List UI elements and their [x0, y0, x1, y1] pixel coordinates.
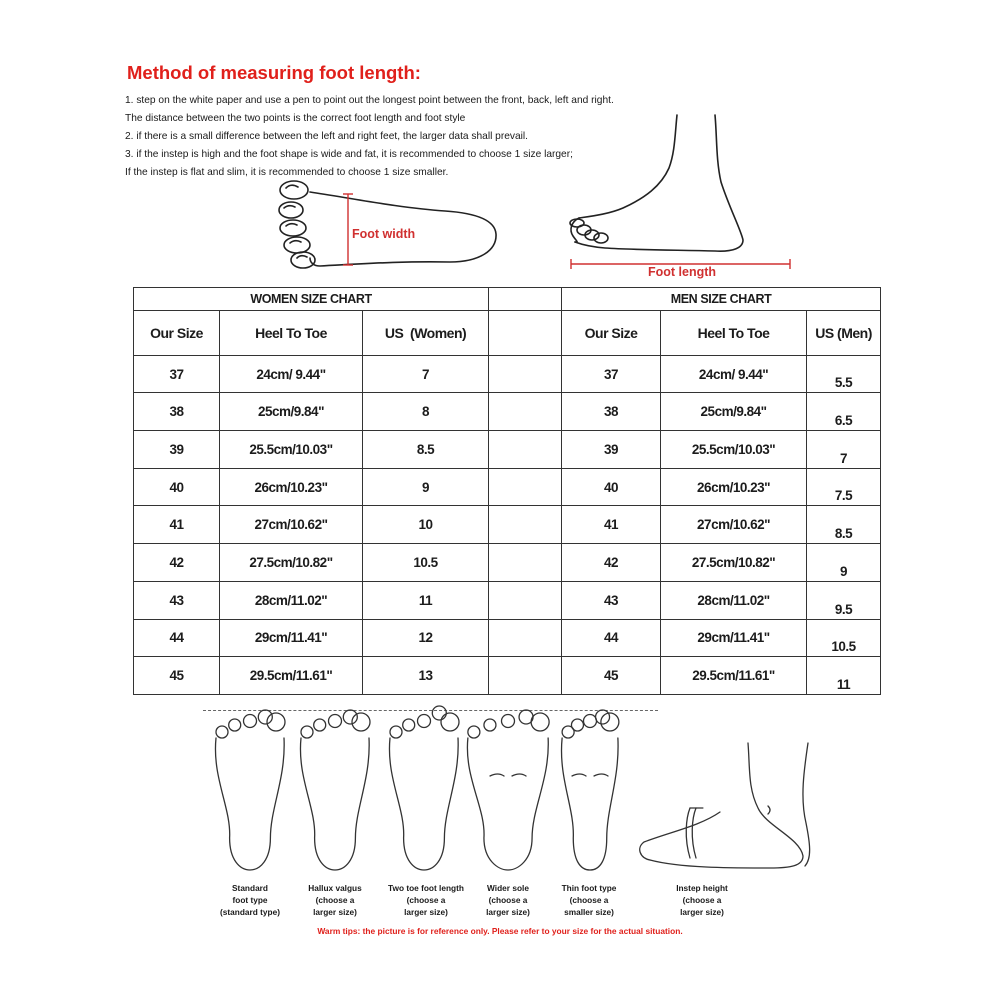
men-size-cell: 39 — [562, 431, 661, 469]
women-us-size-cell: 11 — [363, 581, 489, 619]
women-us-size-cell: 7 — [363, 355, 489, 393]
foot-type-label-line: (choose a — [315, 895, 355, 905]
foot-type-label-line: Hallux valgus — [308, 883, 362, 893]
foot-type-label-line: (standard type) — [220, 907, 280, 917]
foot-type-label-line: Instep height — [676, 883, 728, 893]
men-us-size-cell: 5.5 — [807, 355, 881, 393]
women-size-cell: 42 — [134, 544, 220, 582]
table-spacer — [489, 506, 562, 544]
men-heel-to-toe-cell: 27cm/10.62" — [661, 506, 807, 544]
women-size-cell: 41 — [134, 506, 220, 544]
table-spacer — [489, 657, 562, 695]
foot-sole-drawing — [467, 710, 549, 870]
men-chart-title: MEN SIZE CHART — [562, 288, 881, 311]
men-us-size-cell: 7.5 — [807, 468, 881, 506]
women-us-size-cell: 13 — [363, 657, 489, 695]
men-heel-to-toe-cell: 25.5cm/10.03" — [661, 431, 807, 469]
men-size-cell: 40 — [562, 468, 661, 506]
table-row — [134, 619, 881, 657]
women-heel-to-toe-cell: 25cm/9.84" — [220, 393, 363, 431]
women-us-size-cell: 8 — [363, 393, 489, 431]
foot-type-label-line: Thin foot type — [561, 883, 617, 893]
men-size-cell: 42 — [562, 544, 661, 582]
men-size-cell: 44 — [562, 619, 661, 657]
foot-type-label-line: (choose a — [406, 895, 446, 905]
foot-sole-drawing — [300, 710, 370, 870]
men-size-cell: 38 — [562, 393, 661, 431]
women-heel-to-toe-cell: 25.5cm/10.03" — [220, 431, 363, 469]
women-heel-to-toe-cell: 27cm/10.62" — [220, 506, 363, 544]
women-size-cell: 43 — [134, 581, 220, 619]
table-row — [134, 468, 881, 506]
foot-type-label — [285, 882, 385, 918]
men-size-cell: 43 — [562, 581, 661, 619]
table-row — [134, 544, 881, 582]
men-size-cell: 45 — [562, 657, 661, 695]
men-us-size-cell: 11 — [807, 657, 881, 695]
column-header: Heel To Toe — [220, 311, 363, 355]
foot-type-label — [652, 882, 752, 918]
men-us-size-cell: 8.5 — [807, 506, 881, 544]
women-size-cell: 37 — [134, 355, 220, 393]
men-us-size-cell: 10.5 — [807, 619, 881, 657]
warm-tips: Warm tips: the picture is for reference only. Please refer to your size for the actual situation. — [317, 926, 683, 936]
table-spacer — [489, 355, 562, 393]
men-size-cell: 37 — [562, 355, 661, 393]
chart-title-row — [134, 288, 881, 311]
page-title: Method of measuring foot length: — [127, 62, 421, 83]
foot-type-label — [539, 882, 639, 918]
women-heel-to-toe-cell: 26cm/10.23" — [220, 468, 363, 506]
foot-type-label-line: Standard — [232, 883, 268, 893]
men-heel-to-toe-cell: 26cm/10.23" — [661, 468, 807, 506]
foot-width-label: Foot width — [352, 227, 416, 241]
foot-sole-drawing — [215, 710, 285, 870]
women-us-size-cell: 9 — [363, 468, 489, 506]
foot-type-label-line: larger size) — [680, 907, 724, 917]
table-spacer — [489, 468, 562, 506]
table-row — [134, 506, 881, 544]
women-chart-title: WOMEN SIZE CHART — [134, 288, 489, 311]
women-size-cell: 45 — [134, 657, 220, 695]
men-heel-to-toe-cell: 27.5cm/10.82" — [661, 544, 807, 582]
women-size-cell: 44 — [134, 619, 220, 657]
men-size-cell: 41 — [562, 506, 661, 544]
instruction-line: The distance between the two points is the correct foot length and foot style — [125, 113, 466, 124]
instruction-line: 2. if there is a small difference between the left and right feet, the larger data shall prevail. — [125, 131, 529, 142]
foot-length-illustration — [565, 112, 795, 274]
table-spacer — [489, 544, 562, 582]
women-size-cell: 38 — [134, 393, 220, 431]
women-heel-to-toe-cell: 29.5cm/11.61" — [220, 657, 363, 695]
men-heel-to-toe-cell: 29cm/11.41" — [661, 619, 807, 657]
men-us-size-cell: 9.5 — [807, 581, 881, 619]
instruction-line: 1. step on the white paper and use a pen to point out the longest point between the front, back, left and right. — [125, 95, 614, 106]
foot-sole-drawing — [389, 706, 459, 870]
size-chart-table — [133, 287, 881, 695]
foot-type-label-line: smaller size) — [564, 907, 614, 917]
table-spacer — [489, 393, 562, 431]
column-header: Our Size — [134, 311, 220, 355]
table-row — [134, 393, 881, 431]
men-us-size-cell: 7 — [807, 431, 881, 469]
women-size-cell: 39 — [134, 431, 220, 469]
women-us-size-cell: 10.5 — [363, 544, 489, 582]
foot-type-label-line: (choose a — [569, 895, 609, 905]
men-heel-to-toe-cell: 25cm/9.84" — [661, 393, 807, 431]
foot-type-label-line: (choose a — [488, 895, 528, 905]
column-header: Heel To Toe — [661, 311, 807, 355]
foot-types-illustration — [200, 708, 820, 878]
table-spacer — [489, 288, 562, 311]
table-spacer — [489, 581, 562, 619]
foot-length-label: Foot length — [648, 265, 717, 279]
column-header: US (Men) — [807, 311, 881, 355]
men-heel-to-toe-cell: 29.5cm/11.61" — [661, 657, 807, 695]
table-row — [134, 581, 881, 619]
women-heel-to-toe-cell: 27.5cm/10.82" — [220, 544, 363, 582]
table-row — [134, 657, 881, 695]
men-heel-to-toe-cell: 28cm/11.02" — [661, 581, 807, 619]
foot-type-label-line: foot type — [232, 895, 268, 905]
foot-width-illustration — [270, 178, 502, 273]
women-heel-to-toe-cell: 24cm/ 9.44" — [220, 355, 363, 393]
instruction-line: 3. if the instep is high and the foot shape is wide and fat, it is recommended to choose 1 size larger; — [125, 149, 573, 160]
men-us-size-cell: 9 — [807, 544, 881, 582]
foot-sole-drawing — [561, 710, 618, 870]
women-size-cell: 40 — [134, 468, 220, 506]
column-header: US (Women) — [363, 311, 489, 355]
men-us-size-cell: 6.5 — [807, 393, 881, 431]
women-us-size-cell: 8.5 — [363, 431, 489, 469]
size-chart-body — [134, 355, 881, 694]
women-heel-to-toe-cell: 29cm/11.41" — [220, 619, 363, 657]
table-spacer — [489, 311, 562, 355]
men-heel-to-toe-cell: 24cm/ 9.44" — [661, 355, 807, 393]
women-us-size-cell: 12 — [363, 619, 489, 657]
instruction-line: If the instep is flat and slim, it is recommended to choose 1 size smaller. — [125, 167, 449, 178]
foot-type-label-line: Two toe foot length — [388, 883, 464, 893]
foot-type-label-line: larger size) — [404, 907, 448, 917]
foot-type-label-line: (choose a — [682, 895, 722, 905]
table-spacer — [489, 619, 562, 657]
column-header: Our Size — [562, 311, 661, 355]
table-row — [134, 355, 881, 393]
women-heel-to-toe-cell: 28cm/11.02" — [220, 581, 363, 619]
table-row — [134, 431, 881, 469]
women-us-size-cell: 10 — [363, 506, 489, 544]
foot-type-label-line: Wider sole — [487, 883, 529, 893]
column-header-row — [134, 311, 881, 355]
foot-type-label-line: larger size) — [313, 907, 357, 917]
table-spacer — [489, 431, 562, 469]
foot-type-label-line: larger size) — [486, 907, 530, 917]
